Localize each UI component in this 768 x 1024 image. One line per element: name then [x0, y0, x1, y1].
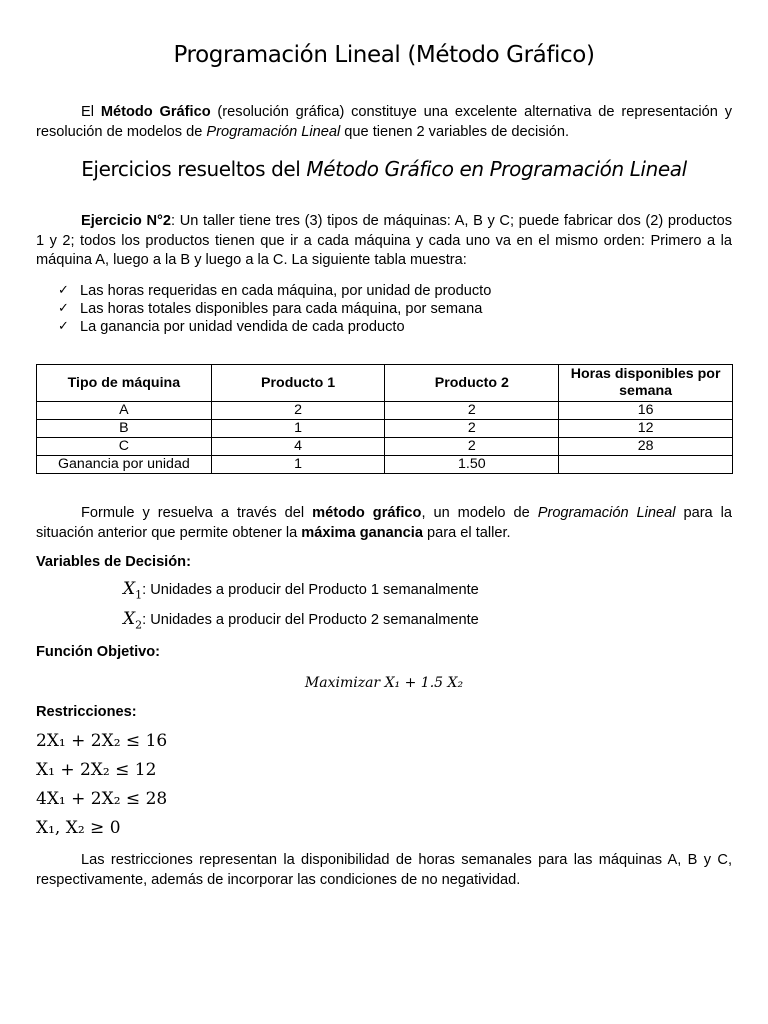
intro-lead: El [81, 104, 101, 120]
checklist-item: ✓ Las horas requeridas en cada máquina, por unidad de producto [58, 283, 492, 299]
constraint: 2X₁ + 2X₂ ≤ 16 [36, 731, 168, 751]
checklist-item: ✓ La ganancia por unidad vendida de cada producto [58, 319, 405, 335]
checklist [58, 282, 491, 336]
table-header: Horas disponibles por semana [559, 365, 733, 402]
table-cell: B [37, 420, 212, 438]
table-cell: 1 [211, 420, 385, 438]
formulate-paragraph: Formule y resuelva a través del método gráfico, un modelo de Programación Lineal para la situación anterior que permite obtener la máxima ganancia para el taller. [36, 505, 733, 541]
table-cell: Ganancia por unidad [37, 456, 212, 474]
constraint: X₁ + 2X₂ ≤ 12 [36, 760, 157, 780]
table-cell: 2 [385, 438, 559, 456]
objective-heading: Función Objetivo: [36, 644, 161, 660]
subtitle-plain: Ejercicios resueltos del [81, 157, 307, 181]
intro-mid: (resolución gráfica) constituye una excelente alternativa de representación y resolución de modelos de [36, 104, 733, 140]
intro-bold: Método Gráfico [100, 104, 211, 120]
check-icon: ✓ [58, 319, 69, 334]
constraint: 4X₁ + 2X₂ ≤ 28 [36, 789, 168, 809]
subtitle-italic: Método Gráfico en Programación Lineal [306, 157, 687, 181]
table-header-row [37, 365, 733, 402]
table-cell: 4 [211, 438, 385, 456]
table-cell: 12 [559, 420, 733, 438]
table-cell: 2 [385, 420, 559, 438]
decision-variables-heading: Variables de Decisión: [36, 554, 191, 570]
exercise-text: : Un taller tiene tres (3) tipos de máquinas: A, B y C; puede fabricar dos (2) productos 1 y 2; todos los productos tienen que ir a cada máquina y cada uno va en el mismo orden: Primero a la máquina A, luego a la B y luego a la C. La siguiente tabla muestra: [36, 213, 733, 268]
table-row [37, 402, 733, 420]
table-cell: 1.50 [385, 456, 559, 474]
table-cell: A [37, 402, 212, 420]
exercise-label: Ejercicio N°2 [81, 213, 171, 229]
table-cell: 2 [211, 402, 385, 420]
check-icon: ✓ [58, 301, 69, 316]
check-icon: ✓ [58, 283, 69, 298]
variable-symbol: $X_2$ [123, 609, 143, 632]
intro-italic: Programación Lineal [206, 123, 341, 140]
closing-paragraph: Las restricciones representan la disponibilidad de horas semanales para las máquinas A, B y C, respectivamente, además de incorporar las condiciones de no negatividad. [36, 852, 732, 888]
table-cell [559, 456, 733, 474]
table-header: Producto 1 [211, 365, 385, 402]
decision-variable [123, 580, 479, 605]
decision-variable [123, 610, 479, 635]
table-cell: 16 [559, 402, 733, 420]
intro-tail: que tienen 2 variables de decisión. [340, 123, 570, 140]
section-subtitle [0, 155, 768, 183]
table-cell: 2 [385, 402, 559, 420]
table-cell: 1 [211, 456, 385, 474]
table-row [37, 456, 733, 474]
table-header: Tipo de máquina [37, 365, 212, 402]
variable-description: : Unidades a producir del Producto 2 semanalmente [142, 612, 479, 628]
machine-table [36, 364, 733, 474]
table-cell: C [37, 438, 212, 456]
table-row [37, 438, 733, 456]
intro-paragraph [36, 103, 732, 142]
constraints-heading: Restricciones: [36, 704, 137, 720]
checklist-item: ✓ Las horas totales disponibles para cada máquina, por semana [58, 301, 483, 317]
constraint: X₁, X₂ ≥ 0 [36, 818, 121, 838]
table-header: Producto 2 [385, 365, 559, 402]
objective-function: Maximizar X₁ + 1.5 X₂ [304, 675, 464, 691]
variable-description: : Unidades a producir del Producto 1 semanalmente [142, 582, 479, 598]
variable-symbol: $X_1$ [123, 579, 143, 602]
table-row [37, 420, 733, 438]
page-title: Programación Lineal (Método Gráfico) [173, 42, 595, 68]
exercise-paragraph [36, 212, 732, 271]
table-cell: 28 [559, 438, 733, 456]
